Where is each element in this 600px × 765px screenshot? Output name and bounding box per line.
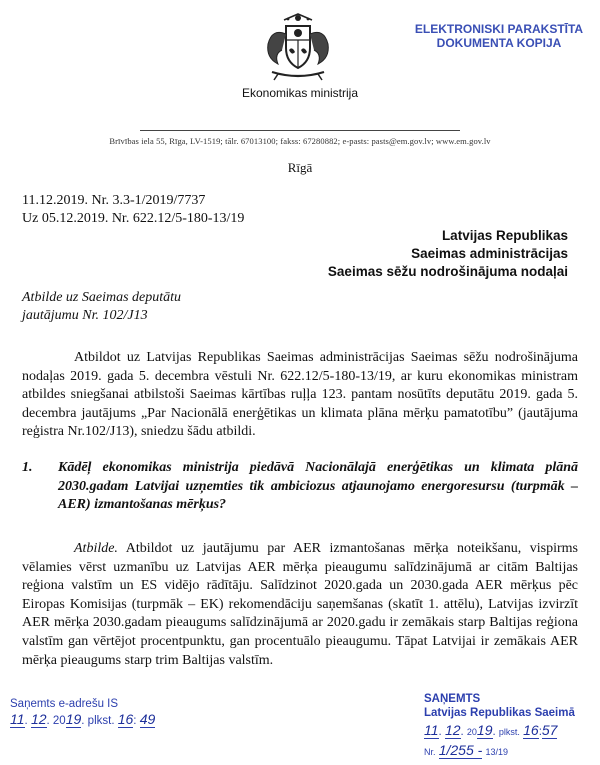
answer-label: Atbilde. [74,541,118,556]
received-title: SAŅEMTS [424,693,481,705]
ministry-name: Ekonomikas ministrija [241,86,359,100]
reply-subject [22,289,181,325]
received-left-minute: 49 [139,711,156,727]
reply-subject-line2: jautājumu Nr. 102/J13 [22,308,148,323]
answer-text: Atbildot uz jautājumu par AER izmantošanas mērķa noteikšanu, vispirms vēlamies vērst uzmanību uz Latvijas AER mērķa pieaugumu salīdzinājumā ar citām Baltijas reģiona valstīm un ES vidējo rādītāju. Salīdzinot 2020.gada un 2030.gada AER mērķus pēc Eiropas Komisijas (turpmāk – EK) rekomendāciju saņemšanas (skatīt 1. attēlu), Latvijas izvirzīt AER mērķa 2030.gadam pieaugums salīdzinājumā ar 2020.gadu ir zemākais starp Baltijas reģiona valstīm gan vērtējot procentpunktu, gan procentuālo pieaugumu. Tāpat Latvijai ir zemākais AER mērķa pieaugums starp trim Baltijas valstīm. [22,541,578,668]
document-reference: 11.12.2019. Nr. 3.3-1/2019/7737 [22,193,206,208]
received-nr-value: 1/255 - [438,742,483,758]
question-block [22,459,578,515]
answer-paragraph [22,540,578,670]
incoming-reference: Uz 05.12.2019. Nr. 622.12/5-180-13/19 [22,211,245,226]
received-left-day: 11 [10,711,25,727]
received-left-time-label: plkst. [87,715,115,727]
received-right-month: 12 [444,722,461,738]
received-left-hour: 16 [117,711,134,727]
addressee-line3: Saeimas sēžu nodrošinājuma nodaļai [327,264,568,279]
received-right-year: 19 [476,722,493,738]
received-left-year: 19 [65,711,82,727]
question-text: Kādēļ ekonomikas ministrija piedāvā Nacionālajā enerģētikas un klimata plānā 2030.gadam Latvijai uzņemties tik ambiciozus atjaunojamo energoresursu (turpmāk – AER) izmantošanas mērķus? [58,460,578,513]
received-saeima-stamp: SAŅEMTS Latvijas Republikas Saeimā 11. 12. 2019. plkst. 16:57 Nr. 1/255 - 13/19 [424,692,600,759]
received-eaddress-label: Saņemts e-adrešu IS [10,698,119,710]
received-right-minute: 57 [541,722,558,738]
ministry-address: Brīvības iela 55, Rīga, LV-1519; tālr. 67013100; fakss: 67280882; e-pasts: pasts@em.gov.lv; www.em.gov.lv [109,136,491,146]
city: Rīgā [287,160,313,175]
received-right-time-label: plkst. [498,727,520,737]
intro-paragraph: Atbildot uz Latvijas Republikas Saeimas administrācijas Saeimas sēžu nodrošinājuma nodaļas 2019. gada 5. decembra vēstuli Nr. 622.12/5-180-13/19, ar kuru ekonomikas ministram atbildes sniegšanai atbilstoši Saeimas kārtības ruļļa 123. pantam nosūtīts deputātu 2019. gada 5. decembra jautājums „Par Nacionālā enerģētikas un klimata plāna mērķu pamatotību” (jautājuma reģistra Nr.102/J13), sniedzu šādu atbildi. [22,350,578,440]
header-divider [140,130,460,131]
received-eaddress-stamp: Saņemts e-adrešu IS 11. 12. 2019. plkst. 16: 49 [10,698,156,727]
addressee-block [328,227,568,281]
question-number: 1. [22,460,33,475]
reply-subject-line1: Atbilde uz Saeimas deputātu [22,290,182,305]
e-signed-copy-stamp [414,22,584,50]
addressee-line1: Latvijas Republikas [441,228,568,243]
e-signed-stamp-line2: DOKUMENTA KOPIJA [436,36,562,50]
received-left-month: 12 [30,711,47,727]
received-org: Latvijas Republikas Saeimā [424,707,575,719]
received-left-year-prefix: 20 [52,715,66,727]
addressee-line2: Saeimas administrācijas [411,246,568,261]
received-right-year-prefix: 20 [466,727,477,737]
received-right-day: 11 [424,722,439,738]
coat-of-arms-emblem [258,10,338,82]
received-nr-label: Nr. [424,747,436,757]
e-signed-stamp-line1: ELEKTRONISKI PARAKSTĪTA [414,22,584,36]
received-right-hour: 16 [523,722,539,738]
received-nr-suffix: 13/19 [485,747,509,757]
